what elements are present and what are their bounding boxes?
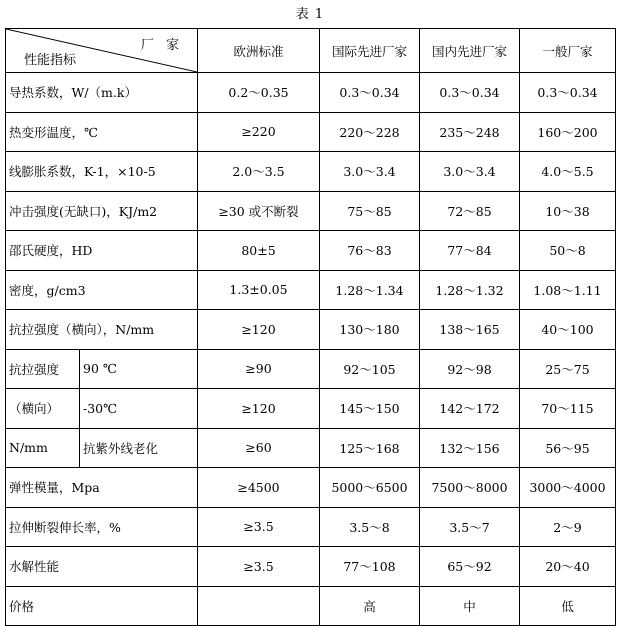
table-cell: ≥3.5 <box>198 547 320 587</box>
row-label: 密度，g/cm3 <box>6 270 198 310</box>
row-label: 导热系数，W/（m.k） <box>6 73 198 113</box>
table-cell: 80±5 <box>198 231 320 271</box>
table-cell: 5000～6500 <box>320 468 420 508</box>
table-cell: 10～38 <box>520 191 616 231</box>
row-label: 热变形温度，℃ <box>6 112 198 152</box>
row-label: 邵氏硬度，HD <box>6 231 198 271</box>
table-row <box>6 389 616 429</box>
table-row <box>6 428 616 468</box>
table-cell: 235～248 <box>420 112 520 152</box>
row-label-group: N/mm <box>6 428 80 468</box>
table-row <box>6 547 616 587</box>
performance-table <box>5 28 616 626</box>
row-label: 价格 <box>6 586 198 626</box>
table-cell: ≥30 或不断裂 <box>198 191 320 231</box>
table-cell: 130～180 <box>320 310 420 350</box>
table-cell: 3.5～8 <box>320 507 420 547</box>
table-cell: 132～156 <box>420 428 520 468</box>
table-cell: 高 <box>320 586 420 626</box>
table-cell: 2.0～3.5 <box>198 152 320 192</box>
table-cell: 20～40 <box>520 547 616 587</box>
header-manufacturer-label: 厂 家 <box>140 38 183 53</box>
table-cell: ≥4500 <box>198 468 320 508</box>
table-cell: 160～200 <box>520 112 616 152</box>
header-metric-label: 性能指标 <box>24 53 77 68</box>
row-label: 抗拉强度（横向），N/mm <box>6 310 198 350</box>
table-cell: 76～83 <box>320 231 420 271</box>
table-cell: 1.28～1.34 <box>320 270 420 310</box>
table-cell: 3.0～3.4 <box>320 152 420 192</box>
table-cell: 77～108 <box>320 547 420 587</box>
table-cell: 145～150 <box>320 389 420 429</box>
table-cell: ≥60 <box>198 428 320 468</box>
table-cell: ≥90 <box>198 349 320 389</box>
row-label-group: （横向） <box>6 389 80 429</box>
table-cell: 138～165 <box>420 310 520 350</box>
table-cell: 0.3～0.34 <box>320 73 420 113</box>
row-label-group: 抗拉强度 <box>6 349 80 389</box>
table-cell: 25～75 <box>520 349 616 389</box>
table-cell: 56～95 <box>520 428 616 468</box>
header-row <box>6 29 616 73</box>
table-cell: 7500～8000 <box>420 468 520 508</box>
diagonal-header-cell <box>6 29 198 73</box>
table-row <box>6 191 616 231</box>
row-label-sub: -30℃ <box>80 389 198 429</box>
table-row <box>6 231 616 271</box>
table-cell: 1.28～1.32 <box>420 270 520 310</box>
table-cell: 0.2～0.35 <box>198 73 320 113</box>
table-cell: 1.08～1.11 <box>520 270 616 310</box>
table-cell: 0.3～0.34 <box>520 73 616 113</box>
table-cell: 220～228 <box>320 112 420 152</box>
table-cell: 92～98 <box>420 349 520 389</box>
table-cell: 70～115 <box>520 389 616 429</box>
table-row <box>6 586 616 626</box>
column-header: 一般厂家 <box>520 29 616 73</box>
table-cell: 4.0～5.5 <box>520 152 616 192</box>
table-row <box>6 349 616 389</box>
row-label-sub: 90 ℃ <box>80 349 198 389</box>
table-cell: 0.3～0.34 <box>420 73 520 113</box>
table-row <box>6 73 616 113</box>
table-cell: 92～105 <box>320 349 420 389</box>
table-cell: 125～168 <box>320 428 420 468</box>
table-row <box>6 507 616 547</box>
row-label: 拉伸断裂伸长率，% <box>6 507 198 547</box>
table-row <box>6 152 616 192</box>
table-cell: ≥3.5 <box>198 507 320 547</box>
row-label: 线膨胀系数，K-1，×10-5 <box>6 152 198 192</box>
table-row <box>6 270 616 310</box>
row-label: 弹性模量，Mpa <box>6 468 198 508</box>
table-cell <box>198 586 320 626</box>
table-cell: 40～100 <box>520 310 616 350</box>
table-cell: ≥120 <box>198 389 320 429</box>
column-header: 国际先进厂家 <box>320 29 420 73</box>
column-header: 国内先进厂家 <box>420 29 520 73</box>
table-cell: 77～84 <box>420 231 520 271</box>
table-cell: 75～85 <box>320 191 420 231</box>
table-cell: 中 <box>420 586 520 626</box>
table-row <box>6 310 616 350</box>
table-row <box>6 468 616 508</box>
row-label-sub: 抗紫外线老化 <box>80 428 198 468</box>
table-caption: 表 1 <box>295 7 325 22</box>
table-cell: 3.5～7 <box>420 507 520 547</box>
table-cell: 2～9 <box>520 507 616 547</box>
column-header: 欧洲标准 <box>198 29 320 73</box>
table-cell: 1.3±0.05 <box>198 270 320 310</box>
table-cell: ≥220 <box>198 112 320 152</box>
row-label: 冲击强度(无缺口)，KJ/m2 <box>6 191 198 231</box>
table-row <box>6 112 616 152</box>
table-cell: 3.0～3.4 <box>420 152 520 192</box>
row-label: 水解性能 <box>6 547 198 587</box>
table-cell: ≥120 <box>198 310 320 350</box>
table-cell: 50～8 <box>520 231 616 271</box>
table-cell: 142～172 <box>420 389 520 429</box>
table-cell: 72～85 <box>420 191 520 231</box>
table-cell: 3000～4000 <box>520 468 616 508</box>
table-cell: 低 <box>520 586 616 626</box>
table-cell: 65～92 <box>420 547 520 587</box>
